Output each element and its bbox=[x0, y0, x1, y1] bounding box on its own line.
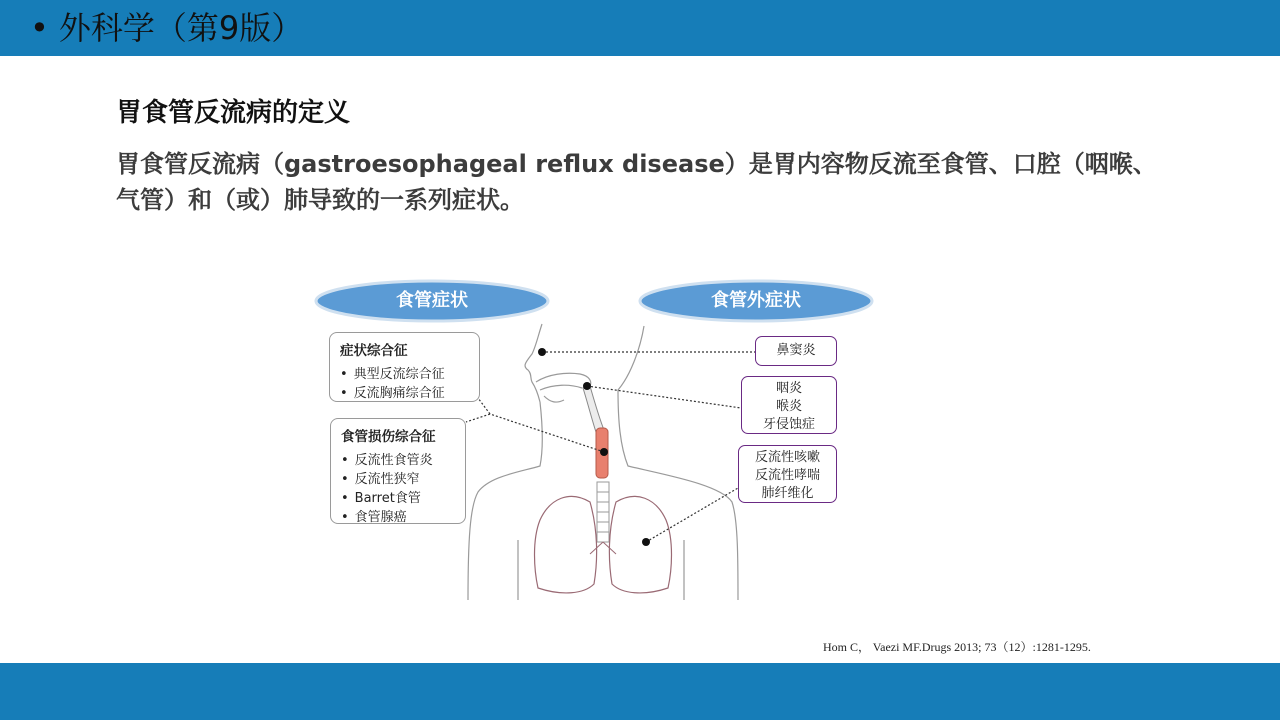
connector-lines bbox=[466, 352, 755, 542]
esophagus-dot bbox=[600, 448, 608, 456]
throat-dot bbox=[583, 382, 591, 390]
throat-symptom-line: 牙侵蚀症 bbox=[762, 417, 815, 432]
title-bullet: • bbox=[30, 9, 49, 47]
lung-symptom-box bbox=[738, 445, 837, 503]
esophageal-injury-title: 食管损伤综合征 bbox=[341, 429, 436, 445]
pharynx bbox=[583, 386, 604, 432]
list-item: • 反流胸痛综合征 bbox=[340, 384, 469, 403]
list-item: • 反流性食管炎 bbox=[341, 451, 455, 470]
bottom-banner bbox=[0, 663, 1280, 720]
list-item: • 反流性狭窄 bbox=[341, 470, 455, 489]
left-lung bbox=[535, 496, 597, 593]
lung-symptom-line: 肺纤维化 bbox=[761, 486, 814, 501]
nose-symptom-line: 鼻窦炎 bbox=[776, 343, 816, 358]
lung-symptom-line: 反流性咳嗽 bbox=[754, 450, 820, 465]
reference-citation: Hom C， Vaezi MF.Drugs 2013; 73（12）:1281-1295. bbox=[823, 640, 1091, 654]
definition-text: 胃食管反流病（gastroesophageal reflux disease）是胃内容物反流至食管、口腔（咽喉、气管）和（或）肺导致的一系列症状。 bbox=[116, 150, 1157, 214]
esophageal-injury-list bbox=[341, 451, 455, 527]
right-lung bbox=[609, 496, 671, 593]
top-banner bbox=[0, 0, 1280, 56]
trachea bbox=[597, 482, 609, 542]
lung-symptom-line: 反流性哮喘 bbox=[754, 468, 820, 483]
list-item: • Barret食管 bbox=[341, 489, 455, 508]
extraesophageal-symptoms-label: 食管外症状 bbox=[711, 290, 801, 311]
esophageal-symptoms-label: 食管症状 bbox=[396, 290, 468, 311]
bronchi bbox=[590, 542, 616, 554]
symptom-syndrome-title: 症状综合征 bbox=[340, 343, 408, 359]
course-title-text: 外科学（第9版） bbox=[58, 9, 304, 47]
throat-symptom-line: 喉炎 bbox=[775, 399, 802, 414]
list-item: • 典型反流综合征 bbox=[340, 365, 469, 384]
throat-symptom-box bbox=[741, 376, 837, 434]
nose-dot bbox=[538, 348, 546, 356]
slide-heading: 胃食管反流病的定义 bbox=[116, 98, 351, 128]
gerd-diagram bbox=[300, 270, 890, 610]
lung-dot bbox=[642, 538, 650, 546]
symptom-syndrome-list bbox=[340, 365, 469, 403]
throat-symptom-line: 咽炎 bbox=[775, 381, 802, 396]
nose-symptom-box bbox=[755, 336, 837, 366]
symptom-syndrome-box bbox=[329, 332, 480, 402]
list-item: • 食管腺癌 bbox=[341, 508, 455, 527]
esophageal-injury-box bbox=[330, 418, 466, 524]
course-title bbox=[30, 4, 303, 52]
